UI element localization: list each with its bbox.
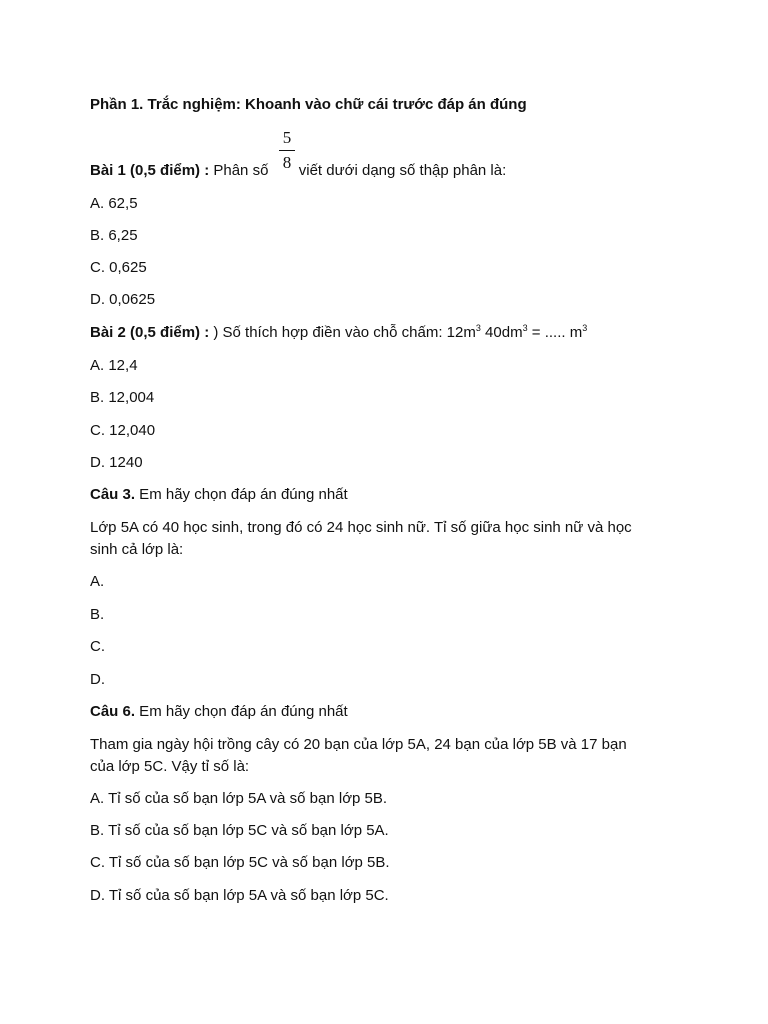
q3-option-a: A. (90, 573, 105, 590)
q1-option-b: B. 6,25 (90, 227, 138, 244)
q3-option-c: C. (90, 638, 105, 655)
q2-option-a: A. 12,4 (90, 357, 138, 374)
question-2-label: Bài 2 (0,5 điểm) : (90, 324, 210, 341)
fraction-bar (279, 150, 295, 151)
q6-option-b: B. Tỉ số của số bạn lớp 5C và số bạn lớp 5A. (90, 822, 389, 839)
question-2-text-3: = ..... m (527, 324, 583, 341)
q6-option-d: D. Tỉ số của số bạn lớp 5A và số bạn lớp 5C. (90, 887, 389, 904)
question-3-text-line-1: Lớp 5A có 40 học sinh, trong đó có 24 học sinh nữ. Tỉ số giữa học sinh nữ và học (90, 519, 632, 536)
question-3-heading (90, 485, 348, 505)
question-1-text-before: Phân số (209, 162, 273, 179)
q2-option-b: B. 12,004 (90, 389, 155, 406)
question-6-text-line-1: Tham gia ngày hội trồng cây có 20 bạn của lớp 5A, 24 bạn của lớp 5B và 17 bạn (90, 736, 627, 753)
question-6-label: Câu 6. (90, 703, 136, 720)
fraction-denominator: 8 (282, 153, 292, 172)
question-2-text-2: 40dm (480, 324, 523, 341)
question-2-text-1: ) Số thích hợp điền vào chỗ chấm: 12m (209, 324, 476, 341)
question-1-text-after: viết dưới dạng số thập phân là: (294, 162, 507, 179)
superscript-3: 3 (582, 323, 588, 333)
superscript-2: 3 (522, 323, 528, 333)
question-2 (90, 323, 587, 343)
fraction-numerator: 5 (282, 128, 292, 147)
q1-option-a: A. 62,5 (90, 195, 138, 212)
question-6-text-line-2: của lớp 5C. Vậy tỉ số là: (90, 758, 250, 775)
superscript-1: 3 (475, 323, 481, 333)
question-6-heading (90, 702, 348, 722)
q2-option-d: D. 1240 (90, 454, 143, 471)
q6-option-c: C. Tỉ số của số bạn lớp 5C và số bạn lớp 5B. (90, 854, 390, 871)
question-1 (90, 161, 506, 181)
q3-option-d: D. (90, 671, 105, 688)
question-3-instruction: Em hãy chọn đáp án đúng nhất (135, 486, 348, 503)
q1-option-c: C. 0,625 (90, 259, 147, 276)
question-3-label: Câu 3. (90, 486, 136, 503)
q2-option-c: C. 12,040 (90, 422, 156, 439)
q3-option-b: B. (90, 606, 105, 623)
question-3-text-line-2: sinh cả lớp là: (90, 541, 184, 558)
question-1-label: Bài 1 (0,5 điểm) : (90, 162, 210, 179)
q1-option-d: D. 0,0625 (90, 291, 156, 308)
question-6-instruction: Em hãy chọn đáp án đúng nhất (135, 703, 348, 720)
q6-option-a: A. Tỉ số của số bạn lớp 5A và số bạn lớp 5B. (90, 790, 388, 807)
section-title: Phần 1. Trắc nghiệm: Khoanh vào chữ cái trước đáp án đúng (90, 96, 527, 113)
